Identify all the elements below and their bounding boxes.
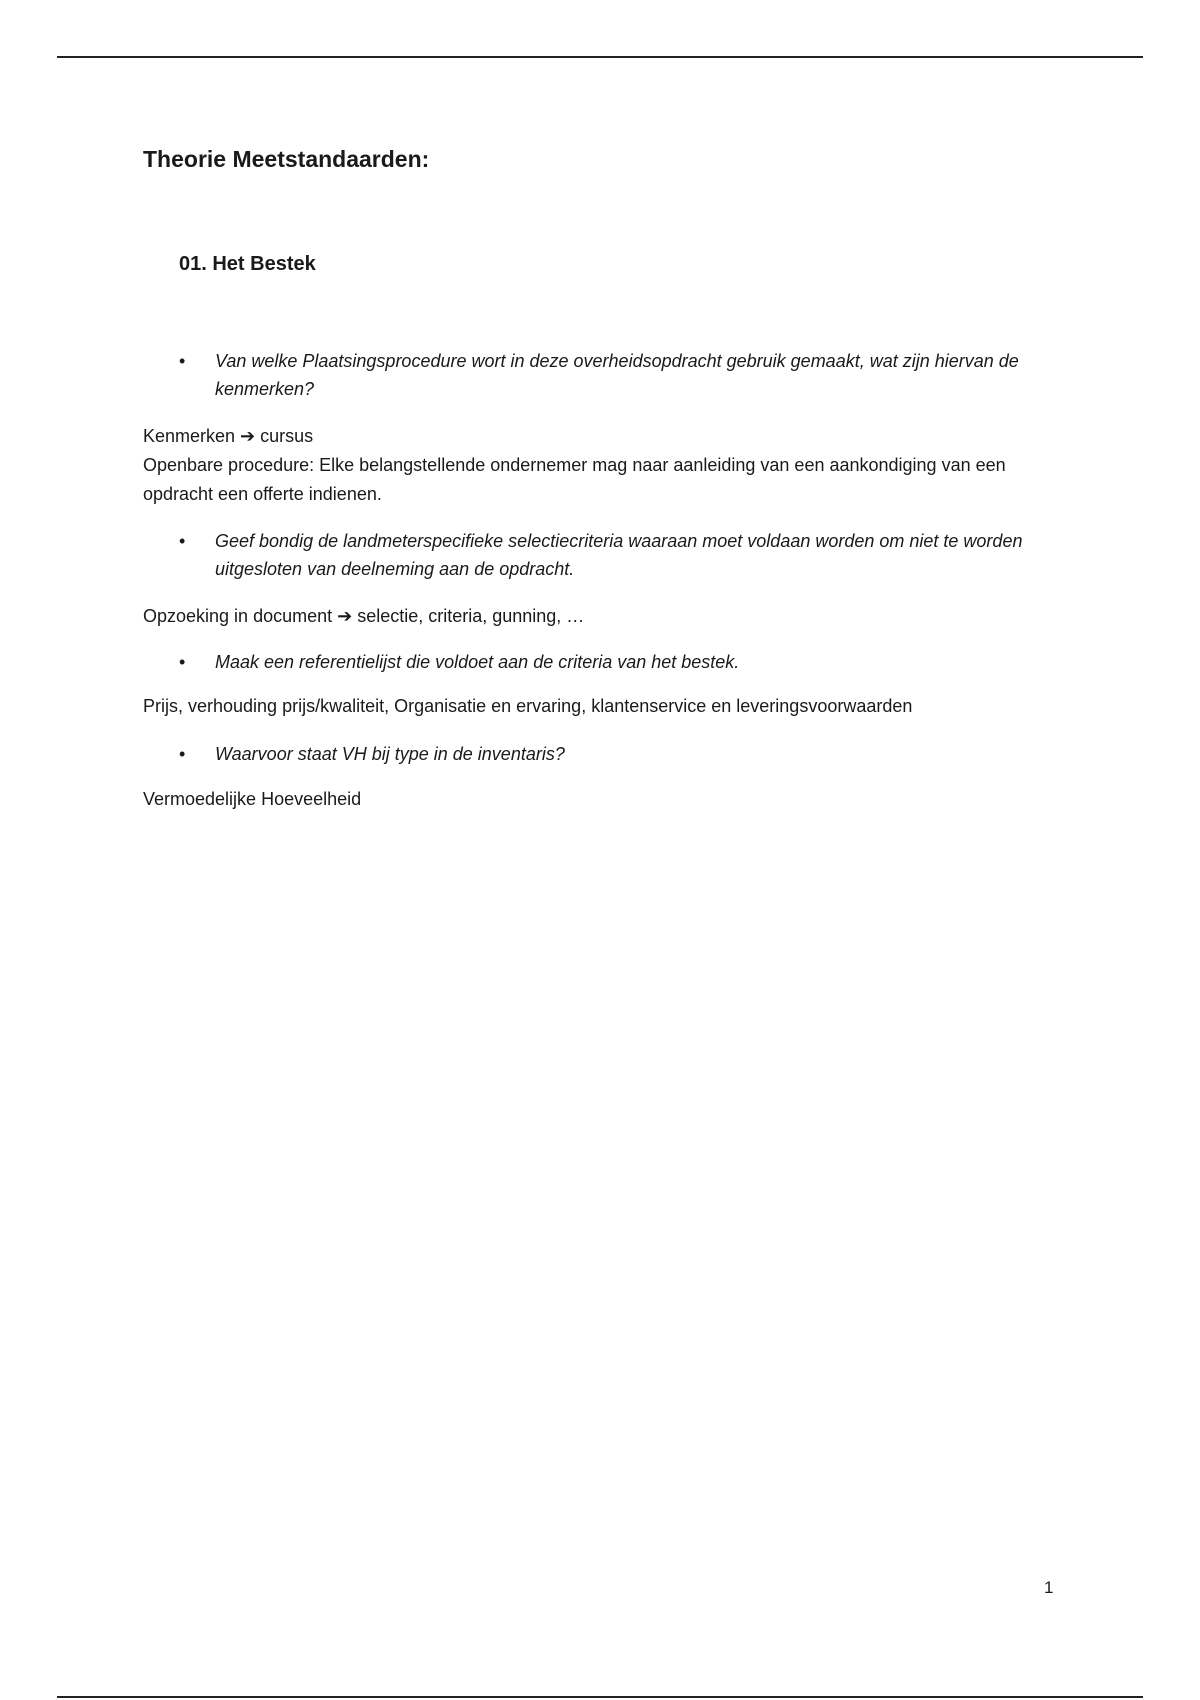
question-text: Waarvoor staat VH bij type in de inventaris? [215,744,565,764]
answer-text: Opzoeking in document ➔ selectie, criteria, gunning, … [143,606,585,626]
page-number: 1 [1044,1578,1054,1597]
question-item [179,648,1079,676]
section-heading: 01. Het Bestek [179,253,316,275]
header-rule [57,56,1143,58]
answer-text: Vermoedelijke Hoeveelheid [143,789,362,809]
question-item [179,740,1079,768]
bullet-icon: • [179,351,186,371]
question-item [179,527,1079,583]
answer-text: Prijs, verhouding prijs/kwaliteit, Organisatie en ervaring, klantenservice en leveringsvoorwaarden [143,696,913,716]
answer-text: Openbare procedure: Elke belangstellende ondernemer mag naar aanleiding van een aankondiging van een opdracht een offerte indienen. [143,455,1006,504]
document-title: Theorie Meetstandaarden: [143,146,430,172]
question-text: Van welke Plaatsingsprocedure wort in deze overheidsopdracht gebruik gemaakt, wat zijn hiervan de kenmerken? [215,351,1019,399]
bullet-icon: • [179,531,186,551]
question-text: Geef bondig de landmeterspecifieke selectiecriteria waaraan moet voldaan worden om niet te worden uitgesloten van deelneming aan de opdracht. [215,531,1023,579]
bullet-icon: • [179,744,186,764]
bullet-icon: • [179,652,186,672]
answer-text: Kenmerken ➔ cursus [143,426,314,446]
footer-rule [57,1696,1143,1698]
question-text: Maak een referentielijst die voldoet aan de criteria van het bestek. [215,652,740,672]
question-item [179,347,1079,403]
